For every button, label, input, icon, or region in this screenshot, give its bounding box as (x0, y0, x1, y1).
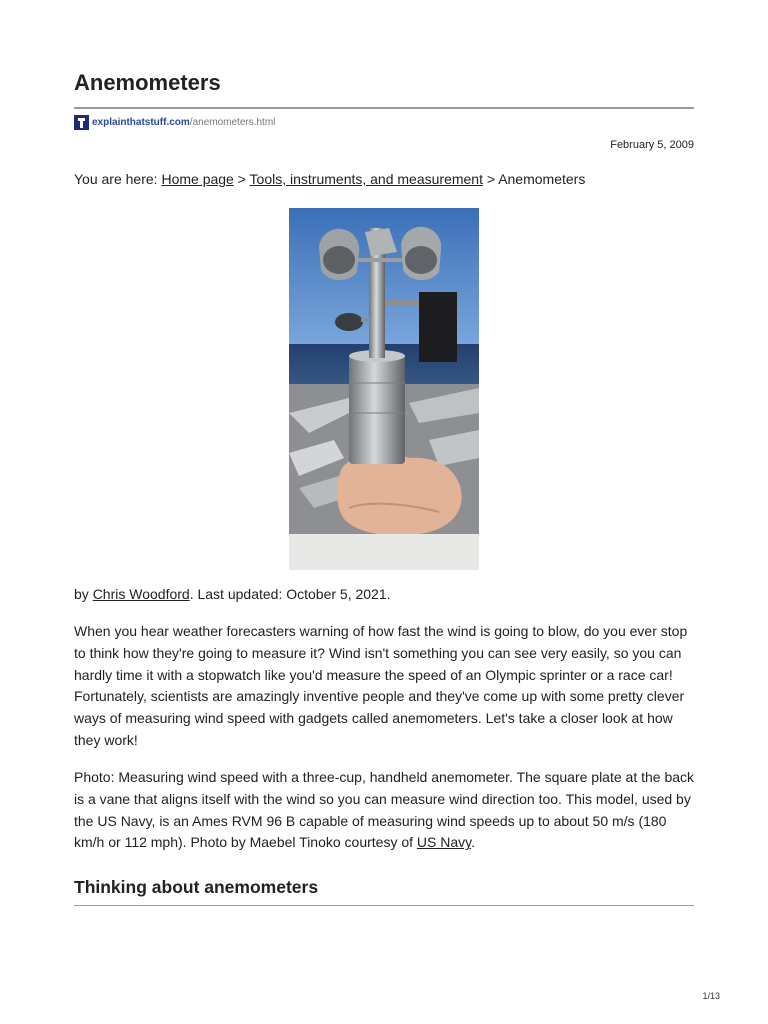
last-updated: . Last updated: October 5, 2021. (189, 586, 391, 602)
anemometer-photo (289, 208, 479, 570)
byline (74, 586, 391, 602)
intro-paragraph: When you hear weather forecasters warning of how fast the wind is going to blow, do you ever stop to think how they're going to measure it? Wind isn't something you can see very easily, so you can hardly time it with a stopwatch like you'd measure the speed of an Olympic sprinter or a race car! Fortunately, scientists are amazingly inventive people and they've come up with some pretty clever ways of measuring wind speed with gadgets called anemometers. Let's take a closer look at how they work! (74, 623, 688, 748)
page-number: 1/13 (702, 991, 720, 1001)
breadcrumb-separator: > (233, 171, 250, 187)
page-title: Anemometers (74, 70, 221, 95)
breadcrumb-section-link[interactable]: Tools, instruments, and measurement (249, 171, 483, 187)
caption-text: Photo: Measuring wind speed with a three-cup, handheld anemometer. The square plate at the back is a vane that aligns itself with the wind so you can measure wind direction too. This model, used by the US Navy, is an Ames RVM 96 B capable of measuring wind speeds up to about 50 m/s (180 km/h or 112 mph). Photo by Maebel Tinoko courtesy of (74, 769, 695, 851)
breadcrumb-prefix: You are here: (74, 171, 162, 187)
source-path[interactable]: /anemometers.html (189, 116, 276, 128)
breadcrumb-current: Anemometers (498, 171, 586, 187)
byline-prefix: by (74, 586, 93, 602)
breadcrumb-home-link[interactable]: Home page (161, 171, 234, 187)
source-url[interactable] (74, 114, 275, 130)
author-link[interactable]: Chris Woodford (92, 586, 190, 602)
site-logo-icon (74, 115, 89, 130)
breadcrumb-separator: > (483, 171, 499, 187)
breadcrumb (74, 171, 585, 187)
section-heading: Thinking about anemometers (74, 877, 319, 897)
publish-date: February 5, 2009 (610, 139, 694, 151)
us-navy-link[interactable]: US Navy (416, 834, 472, 851)
section-divider (74, 905, 694, 906)
caption-end: . (471, 834, 476, 851)
photo-caption (74, 767, 696, 854)
title-divider (74, 107, 694, 109)
source-domain[interactable]: explainthatstuff.com (92, 116, 190, 128)
